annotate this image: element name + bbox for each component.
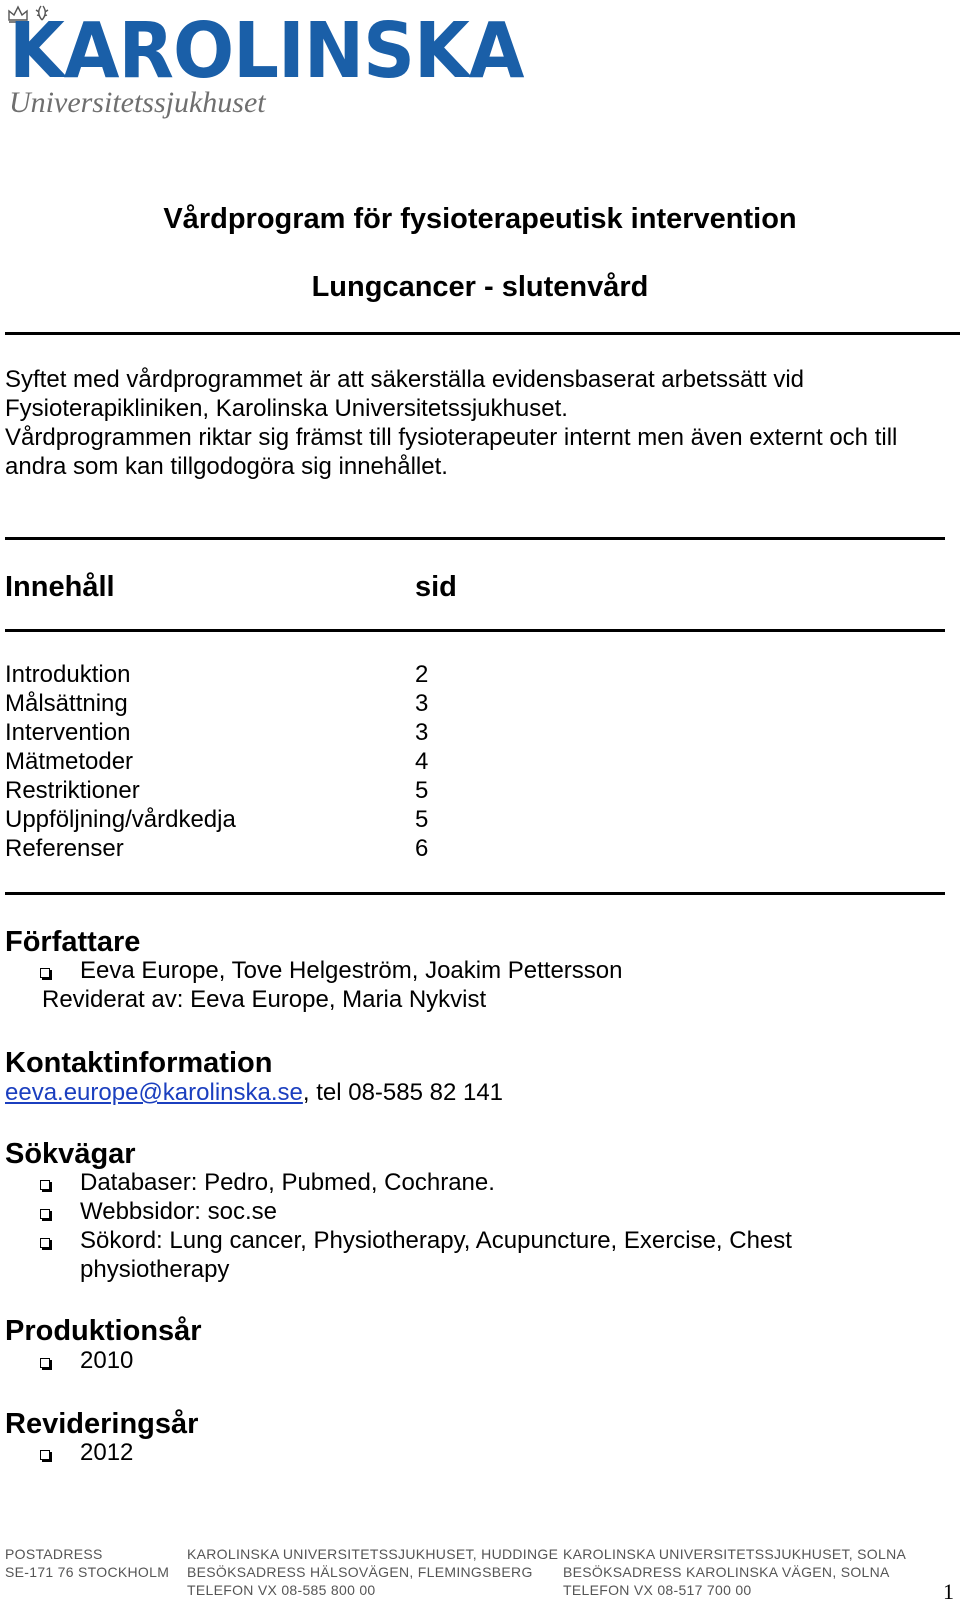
toc-row [5,689,505,718]
footer-line: POSTADRESS [5,1546,103,1562]
purpose-line: Fysioterapikliniken, Karolinska Universitetssjukhuset. [5,395,568,422]
contact-phone: , tel 08-585 82 141 [302,1079,504,1106]
toc-heading: Innehåll [5,571,115,603]
footer-huddinge [187,1545,558,1599]
authors-list: Eeva Europe, Tove Helgeström, Joakim Pettersson [80,957,623,984]
toc-row [5,747,505,776]
production-year: 2010 [80,1347,134,1374]
purpose-line: Syftet med vårdprogrammet är att säkerställa evidensbaserat arbetssätt vid [5,366,805,393]
footer-line: BESÖKSADRESS KAROLINSKA VÄGEN, SOLNA [563,1564,890,1580]
toc-page: 3 [415,719,429,746]
checkbox-bullet-icon [40,968,50,978]
toc-label: Mätmetoder [5,748,134,775]
footer-line: TELEFON VX 08-585 800 00 [187,1582,376,1598]
document-title: Vårdprogram för fysioterapeutisk intervention [163,203,797,235]
search-heading: Sökvägar [5,1138,136,1170]
toc-row [5,834,505,863]
toc-page: 3 [415,690,429,717]
email-link[interactable]: eeva.europe@karolinska.se [5,1079,303,1106]
checkbox-bullet-icon [40,1450,50,1460]
checkbox-bullet-icon [40,1180,50,1190]
search-item: Databaser: Pedro, Pubmed, Cochrane. [80,1169,495,1196]
contact-line [5,1078,905,1107]
production-heading: Produktionsår [5,1315,202,1347]
divider [5,537,945,540]
toc-label: Intervention [5,719,131,746]
page-number: 1 [943,1579,954,1604]
search-item: Webbsidor: soc.se [80,1198,277,1225]
revised-by: Reviderat av: Eeva Europe, Maria Nykvist [42,986,487,1013]
toc-label: Uppföljning/vårdkedja [5,806,236,833]
toc-label: Referenser [5,835,124,862]
karolinska-logo [4,2,524,122]
footer-line: TELEFON VX 08-517 700 00 [563,1582,752,1598]
revision-year: 2012 [80,1439,134,1466]
toc-page: 6 [415,835,429,862]
toc-page-heading: sid [415,571,457,603]
logo-wordmark: KAROLINSKA [9,5,524,95]
toc-row [5,805,505,834]
toc-label: Restriktioner [5,777,140,804]
footer-solna [563,1545,906,1599]
contact-heading: Kontaktinformation [5,1047,273,1079]
table-of-contents [5,660,505,863]
divider [5,332,960,335]
divider [5,629,945,632]
footer-line: BESÖKSADRESS HÄLSOVÄGEN, FLEMINGSBERG [187,1564,533,1580]
footer-line: KAROLINSKA UNIVERSITETSSJUKHUSET, HUDDINGE [187,1546,559,1562]
logo-subtitle: Universitetssjukhuset [9,86,266,119]
checkbox-bullet-icon [40,1209,50,1219]
toc-page: 2 [415,661,429,688]
checkbox-bullet-icon [40,1238,50,1248]
footer-line: KAROLINSKA UNIVERSITETSSJUKHUSET, SOLNA [563,1546,907,1562]
purpose-line: andra som kan tillgodogöra sig innehållet. [5,453,448,480]
toc-label: Introduktion [5,661,131,688]
toc-row [5,776,505,805]
purpose-line: Vårdprogrammen riktar sig främst till fysioterapeuter internt men även externt och till [5,424,898,451]
revision-heading: Revideringsår [5,1408,199,1440]
authors-heading: Författare [5,926,141,958]
toc-page: 4 [415,748,429,775]
toc-label: Målsättning [5,690,128,717]
toc-row [5,660,505,689]
search-item-continued: physiotherapy [80,1256,230,1283]
checkbox-bullet-icon [40,1358,50,1368]
toc-page: 5 [415,777,429,804]
document-subtitle: Lungcancer - slutenvård [311,271,649,303]
toc-page: 5 [415,806,429,833]
divider [5,892,945,895]
toc-row [5,718,505,747]
purpose-text [5,365,955,481]
search-item: Sökord: Lung cancer, Physiotherapy, Acupuncture, Exercise, Chest [80,1227,792,1254]
footer-postal [5,1545,169,1581]
footer-line: SE-171 76 STOCKHOLM [5,1564,170,1580]
